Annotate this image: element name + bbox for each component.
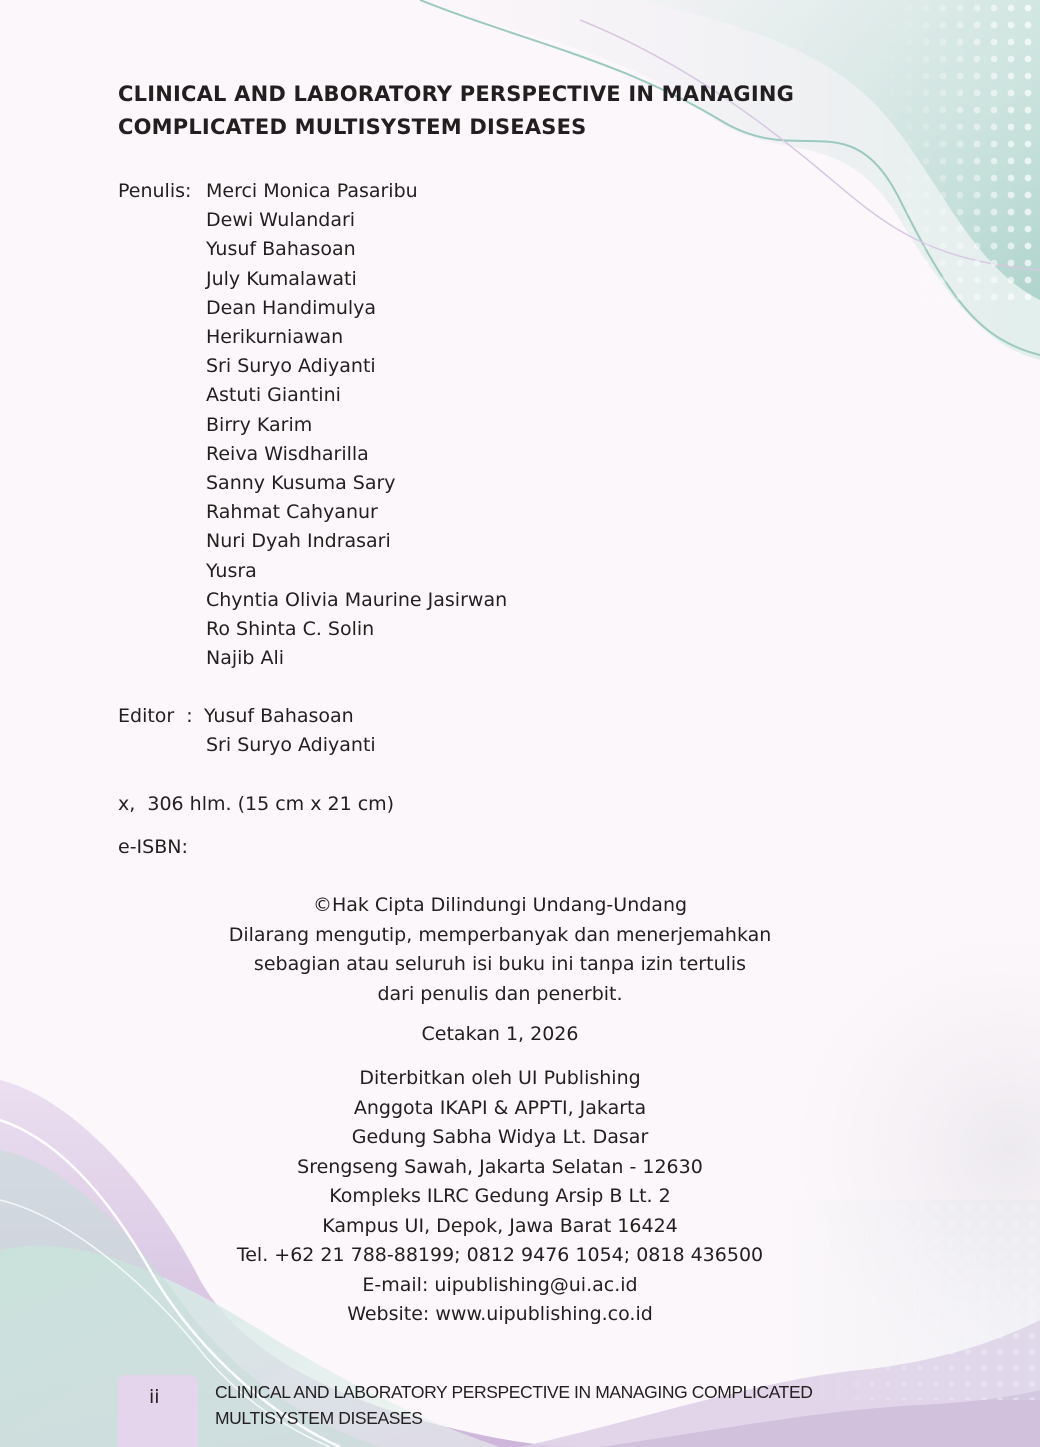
isbn-label: e-ISBN: bbox=[118, 836, 188, 858]
author-name: Ro Shinta C. Solin bbox=[206, 618, 375, 641]
publisher-line: Kompleks ILRC Gedung Arsip B Lt. 2 bbox=[329, 1185, 671, 1207]
author-name: July Kumalawati bbox=[206, 267, 357, 290]
author-name: Merci Monica Pasaribu bbox=[206, 180, 418, 202]
author-name: Yusuf Bahasoan bbox=[206, 238, 356, 261]
pages-info: x, 306 hlm. (15 cm x 21 cm) bbox=[118, 793, 395, 815]
author-name: Nuri Dyah Indrasari bbox=[206, 530, 391, 553]
publisher-website: Website: www.uipublishing.co.id bbox=[347, 1303, 653, 1325]
copyright-line: Dilarang mengutip, memperbanyak dan menerjemahkan bbox=[228, 923, 772, 946]
page-number: ii bbox=[149, 1386, 160, 1408]
editors-list bbox=[204, 702, 376, 760]
publisher-email: E-mail: uipublishing@ui.ac.id bbox=[362, 1273, 638, 1296]
copyright-line: ©Hak Cipta Dilindungi Undang-Undang bbox=[312, 894, 688, 916]
author-name: Rahmat Cahyanur bbox=[206, 501, 378, 524]
editor-name: Yusuf Bahasoan bbox=[204, 705, 354, 727]
running-title bbox=[215, 1379, 855, 1431]
publisher-line: Diterbitkan oleh UI Publishing bbox=[359, 1067, 641, 1089]
author-name: Sri Suryo Adiyanti bbox=[206, 355, 376, 378]
author-name: Reiva Wisdharilla bbox=[206, 442, 369, 465]
running-title-line-1: CLINICAL AND LABORATORY PERSPECTIVE IN MANAGING COMPLICATED bbox=[215, 1382, 813, 1402]
copyright-line: sebagian atau seluruh isi buku ini tanpa izin tertulis bbox=[253, 953, 747, 975]
author-name: Birry Karim bbox=[206, 413, 313, 436]
publisher-phone: Tel. +62 21 788-88199; 0812 9476 1054; 0818 436500 bbox=[236, 1244, 764, 1266]
publisher-line: Kampus UI, Depok, Jawa Barat 16424 bbox=[322, 1214, 678, 1237]
printing-edition: Cetakan 1, 2026 bbox=[421, 1023, 579, 1045]
publisher-line: Gedung Sabha Widya Lt. Dasar bbox=[351, 1126, 649, 1148]
author-name: Sanny Kusuma Sary bbox=[206, 472, 396, 495]
publisher-line: Anggota IKAPI & APPTI, Jakarta bbox=[353, 1096, 647, 1119]
running-title-line-2: MULTISYSTEM DISEASES bbox=[215, 1408, 423, 1428]
author-name: Najib Ali bbox=[206, 647, 285, 670]
author-name: Dean Handimulya bbox=[206, 296, 377, 319]
author-name: Herikurniawan bbox=[206, 326, 344, 349]
editor-name: Sri Suryo Adiyanti bbox=[206, 734, 376, 757]
publisher-line: Srengseng Sawah, Jakarta Selatan - 12630 bbox=[297, 1155, 703, 1178]
author-name: Dewi Wulandari bbox=[206, 209, 356, 232]
copyright-notice bbox=[200, 891, 800, 1009]
author-name: Chyntia Olivia Maurine Jasirwan bbox=[206, 588, 508, 611]
authors-list bbox=[206, 177, 507, 673]
book-title bbox=[118, 78, 878, 144]
editors-label: Editor : bbox=[118, 705, 193, 727]
author-name: Yusra bbox=[206, 559, 257, 582]
book-title-line-2: COMPLICATED MULTISYSTEM DISEASES bbox=[118, 115, 587, 139]
authors-label: Penulis: bbox=[118, 180, 192, 202]
copyright-line: dari penulis dan penerbit. bbox=[377, 982, 623, 1005]
book-title-line-1: CLINICAL AND LABORATORY PERSPECTIVE IN MANAGING bbox=[118, 82, 795, 106]
publisher-info bbox=[200, 1064, 800, 1330]
author-name: Astuti Giantini bbox=[206, 384, 341, 407]
